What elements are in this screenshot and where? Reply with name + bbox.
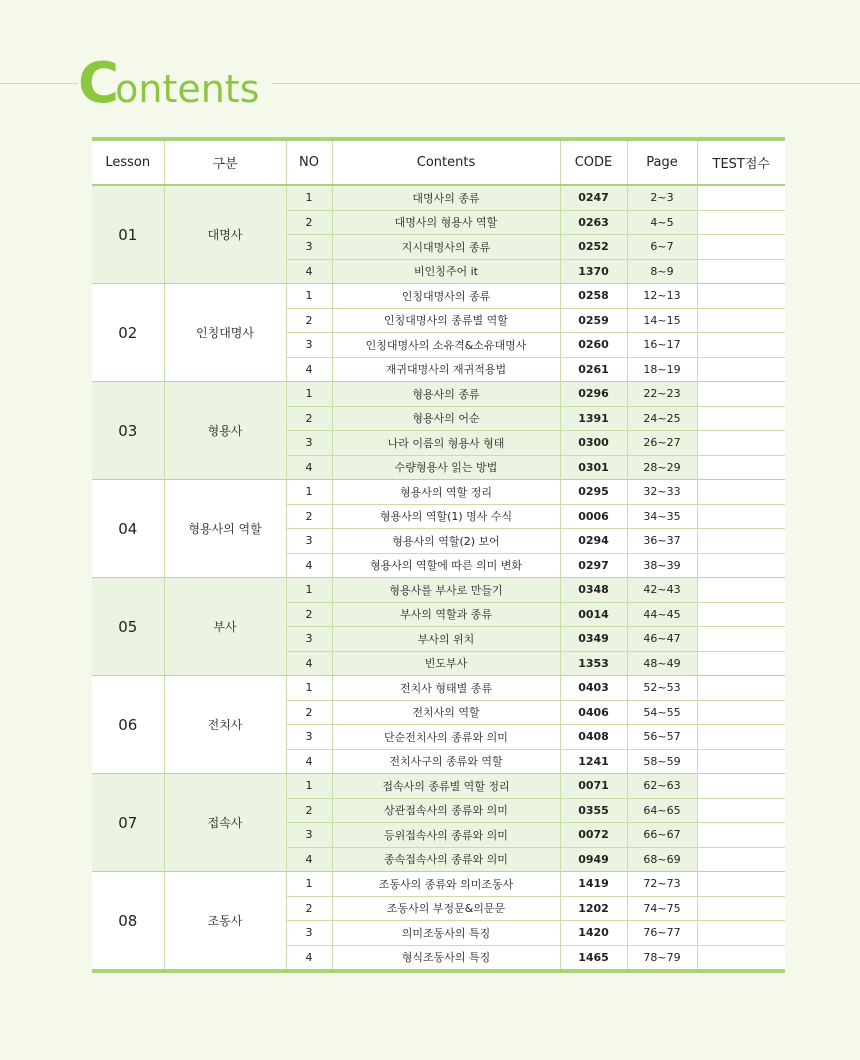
item-page: 76~77 xyxy=(627,921,697,946)
item-page: 48~49 xyxy=(627,651,697,676)
item-number: 2 xyxy=(286,504,332,529)
page-title xyxy=(78,51,272,116)
item-contents: 형용사의 종류 xyxy=(332,382,560,407)
item-page: 34~35 xyxy=(627,504,697,529)
table-row xyxy=(92,284,785,309)
header-page: Page xyxy=(627,139,697,185)
item-page: 58~59 xyxy=(627,749,697,774)
item-contents: 단순전치사의 종류와 의미 xyxy=(332,725,560,750)
item-code: 0260 xyxy=(560,333,627,358)
test-score-field[interactable] xyxy=(697,357,785,382)
item-page: 12~13 xyxy=(627,284,697,309)
contents-table xyxy=(92,137,785,973)
item-number: 4 xyxy=(286,749,332,774)
item-number: 2 xyxy=(286,896,332,921)
item-code: 0014 xyxy=(560,602,627,627)
item-number: 3 xyxy=(286,529,332,554)
item-contents: 형용사의 역할(2) 보어 xyxy=(332,529,560,554)
item-page: 38~39 xyxy=(627,553,697,578)
item-page: 22~23 xyxy=(627,382,697,407)
item-number: 1 xyxy=(286,185,332,210)
item-number: 1 xyxy=(286,872,332,897)
item-code: 0071 xyxy=(560,774,627,799)
item-contents: 형용사를 부사로 만들기 xyxy=(332,578,560,603)
header-no: NO xyxy=(286,139,332,185)
item-number: 1 xyxy=(286,676,332,701)
item-number: 4 xyxy=(286,847,332,872)
test-score-field[interactable] xyxy=(697,945,785,971)
item-code: 0300 xyxy=(560,431,627,456)
item-page: 26~27 xyxy=(627,431,697,456)
lesson-category: 조동사 xyxy=(164,872,286,972)
test-score-field[interactable] xyxy=(697,578,785,603)
lesson-number: 01 xyxy=(92,185,164,284)
item-page: 32~33 xyxy=(627,480,697,505)
header-contents: Contents xyxy=(332,139,560,185)
test-score-field[interactable] xyxy=(697,553,785,578)
item-number: 4 xyxy=(286,259,332,284)
item-code: 0349 xyxy=(560,627,627,652)
item-code: 0949 xyxy=(560,847,627,872)
header-code: CODE xyxy=(560,139,627,185)
test-score-field[interactable] xyxy=(697,921,785,946)
lesson-category: 형용사 xyxy=(164,382,286,480)
item-contents: 접속사의 종류별 역할 정리 xyxy=(332,774,560,799)
lesson-number: 04 xyxy=(92,480,164,578)
page-header xyxy=(0,51,860,116)
item-number: 4 xyxy=(286,357,332,382)
test-score-field[interactable] xyxy=(697,210,785,235)
item-contents: 나라 이름의 형용사 형태 xyxy=(332,431,560,456)
item-contents: 종속접속사의 종류와 의미 xyxy=(332,847,560,872)
item-contents: 상관접속사의 종류와 의미 xyxy=(332,798,560,823)
item-page: 6~7 xyxy=(627,235,697,260)
item-page: 52~53 xyxy=(627,676,697,701)
item-page: 46~47 xyxy=(627,627,697,652)
lesson-number: 03 xyxy=(92,382,164,480)
item-page: 18~19 xyxy=(627,357,697,382)
test-score-field[interactable] xyxy=(697,406,785,431)
item-contents: 인칭대명사의 소유격&소유대명사 xyxy=(332,333,560,358)
test-score-field[interactable] xyxy=(697,823,785,848)
item-contents: 조동사의 종류와 의미조동사 xyxy=(332,872,560,897)
item-number: 3 xyxy=(286,431,332,456)
test-score-field[interactable] xyxy=(697,431,785,456)
test-score-field[interactable] xyxy=(697,872,785,897)
item-contents: 빈도부사 xyxy=(332,651,560,676)
item-page: 78~79 xyxy=(627,945,697,971)
item-number: 1 xyxy=(286,480,332,505)
item-contents: 지시대명사의 종류 xyxy=(332,235,560,260)
item-code: 1420 xyxy=(560,921,627,946)
item-number: 2 xyxy=(286,210,332,235)
item-page: 24~25 xyxy=(627,406,697,431)
item-code: 0247 xyxy=(560,185,627,210)
item-page: 2~3 xyxy=(627,185,697,210)
item-code: 0408 xyxy=(560,725,627,750)
item-page: 14~15 xyxy=(627,308,697,333)
item-number: 3 xyxy=(286,725,332,750)
item-contents: 부사의 위치 xyxy=(332,627,560,652)
test-score-field[interactable] xyxy=(697,529,785,554)
item-number: 4 xyxy=(286,651,332,676)
test-score-field[interactable] xyxy=(697,185,785,210)
item-code: 1465 xyxy=(560,945,627,971)
item-number: 3 xyxy=(286,823,332,848)
item-page: 44~45 xyxy=(627,602,697,627)
lesson-number: 05 xyxy=(92,578,164,676)
test-score-field[interactable] xyxy=(697,700,785,725)
item-number: 2 xyxy=(286,406,332,431)
item-number: 1 xyxy=(286,578,332,603)
item-contents: 등위접속사의 종류와 의미 xyxy=(332,823,560,848)
item-number: 2 xyxy=(286,700,332,725)
lesson-number: 08 xyxy=(92,872,164,972)
item-page: 36~37 xyxy=(627,529,697,554)
test-score-field[interactable] xyxy=(697,504,785,529)
item-number: 3 xyxy=(286,627,332,652)
header-test: TEST점수 xyxy=(697,139,785,185)
item-page: 42~43 xyxy=(627,578,697,603)
item-page: 64~65 xyxy=(627,798,697,823)
table-row xyxy=(92,382,785,407)
item-contents: 형용사의 역할 정리 xyxy=(332,480,560,505)
table-row xyxy=(92,185,785,210)
test-score-field[interactable] xyxy=(697,676,785,701)
item-contents: 전치사 형태별 종류 xyxy=(332,676,560,701)
item-page: 74~75 xyxy=(627,896,697,921)
item-code: 1353 xyxy=(560,651,627,676)
item-contents: 수량형용사 읽는 방법 xyxy=(332,455,560,480)
title-rest: ontents xyxy=(115,67,260,111)
test-score-field[interactable] xyxy=(697,847,785,872)
test-score-field[interactable] xyxy=(697,602,785,627)
item-number: 2 xyxy=(286,798,332,823)
item-page: 54~55 xyxy=(627,700,697,725)
lesson-category: 형용사의 역할 xyxy=(164,480,286,578)
item-code: 0261 xyxy=(560,357,627,382)
lesson-category: 인칭대명사 xyxy=(164,284,286,382)
item-number: 4 xyxy=(286,945,332,971)
item-contents: 대명사의 종류 xyxy=(332,185,560,210)
item-contents: 대명사의 형용사 역할 xyxy=(332,210,560,235)
item-page: 62~63 xyxy=(627,774,697,799)
item-contents: 형식조동사의 특징 xyxy=(332,945,560,971)
item-code: 0297 xyxy=(560,553,627,578)
test-score-field[interactable] xyxy=(697,749,785,774)
item-contents: 조동사의 부정문&의문문 xyxy=(332,896,560,921)
table-header-row xyxy=(92,139,785,185)
item-number: 4 xyxy=(286,553,332,578)
lesson-number: 07 xyxy=(92,774,164,872)
item-code: 1370 xyxy=(560,259,627,284)
test-score-field[interactable] xyxy=(697,308,785,333)
table-row xyxy=(92,774,785,799)
item-page: 56~57 xyxy=(627,725,697,750)
item-code: 0294 xyxy=(560,529,627,554)
test-score-field[interactable] xyxy=(697,774,785,799)
item-number: 2 xyxy=(286,602,332,627)
item-code: 1202 xyxy=(560,896,627,921)
item-code: 0296 xyxy=(560,382,627,407)
table-row xyxy=(92,676,785,701)
item-contents: 형용사의 어순 xyxy=(332,406,560,431)
table-row xyxy=(92,872,785,897)
item-contents: 의미조동사의 특징 xyxy=(332,921,560,946)
title-initial: C xyxy=(78,51,118,116)
item-code: 0406 xyxy=(560,700,627,725)
item-code: 0263 xyxy=(560,210,627,235)
lesson-category: 접속사 xyxy=(164,774,286,872)
item-contents: 인칭대명사의 종류별 역할 xyxy=(332,308,560,333)
item-number: 3 xyxy=(286,333,332,358)
item-contents: 전치사의 역할 xyxy=(332,700,560,725)
item-page: 4~5 xyxy=(627,210,697,235)
item-contents: 재귀대명사의 재귀적용법 xyxy=(332,357,560,382)
table-body xyxy=(92,185,785,971)
item-page: 16~17 xyxy=(627,333,697,358)
item-page: 66~67 xyxy=(627,823,697,848)
item-code: 0301 xyxy=(560,455,627,480)
item-contents: 형용사의 역할에 따른 의미 변화 xyxy=(332,553,560,578)
table-row xyxy=(92,578,785,603)
item-page: 28~29 xyxy=(627,455,697,480)
item-code: 0006 xyxy=(560,504,627,529)
test-score-field[interactable] xyxy=(697,627,785,652)
test-score-field[interactable] xyxy=(697,798,785,823)
table-row xyxy=(92,480,785,505)
item-code: 0259 xyxy=(560,308,627,333)
item-number: 1 xyxy=(286,774,332,799)
header-category: 구분 xyxy=(164,139,286,185)
item-code: 1419 xyxy=(560,872,627,897)
lesson-number: 02 xyxy=(92,284,164,382)
test-score-field[interactable] xyxy=(697,651,785,676)
item-code: 1241 xyxy=(560,749,627,774)
item-number: 3 xyxy=(286,235,332,260)
item-contents: 비인칭주어 it xyxy=(332,259,560,284)
item-code: 1391 xyxy=(560,406,627,431)
item-number: 4 xyxy=(286,455,332,480)
test-score-field[interactable] xyxy=(697,725,785,750)
item-code: 0258 xyxy=(560,284,627,309)
item-contents: 형용사의 역할(1) 명사 수식 xyxy=(332,504,560,529)
test-score-field[interactable] xyxy=(697,259,785,284)
lesson-category: 부사 xyxy=(164,578,286,676)
item-page: 72~73 xyxy=(627,872,697,897)
lesson-category: 전치사 xyxy=(164,676,286,774)
item-page: 8~9 xyxy=(627,259,697,284)
test-score-field[interactable] xyxy=(697,382,785,407)
test-score-field[interactable] xyxy=(697,284,785,309)
item-code: 0295 xyxy=(560,480,627,505)
item-code: 0252 xyxy=(560,235,627,260)
lesson-category: 대명사 xyxy=(164,185,286,284)
item-contents: 인칭대명사의 종류 xyxy=(332,284,560,309)
item-page: 68~69 xyxy=(627,847,697,872)
test-score-field[interactable] xyxy=(697,235,785,260)
item-code: 0355 xyxy=(560,798,627,823)
item-code: 0403 xyxy=(560,676,627,701)
lesson-number: 06 xyxy=(92,676,164,774)
item-number: 2 xyxy=(286,308,332,333)
item-code: 0072 xyxy=(560,823,627,848)
test-score-field[interactable] xyxy=(697,333,785,358)
item-contents: 부사의 역할과 종류 xyxy=(332,602,560,627)
item-number: 1 xyxy=(286,284,332,309)
item-number: 3 xyxy=(286,921,332,946)
header-lesson: Lesson xyxy=(92,139,164,185)
item-contents: 전치사구의 종류와 역할 xyxy=(332,749,560,774)
test-score-field[interactable] xyxy=(697,455,785,480)
item-code: 0348 xyxy=(560,578,627,603)
item-number: 1 xyxy=(286,382,332,407)
test-score-field[interactable] xyxy=(697,896,785,921)
test-score-field[interactable] xyxy=(697,480,785,505)
